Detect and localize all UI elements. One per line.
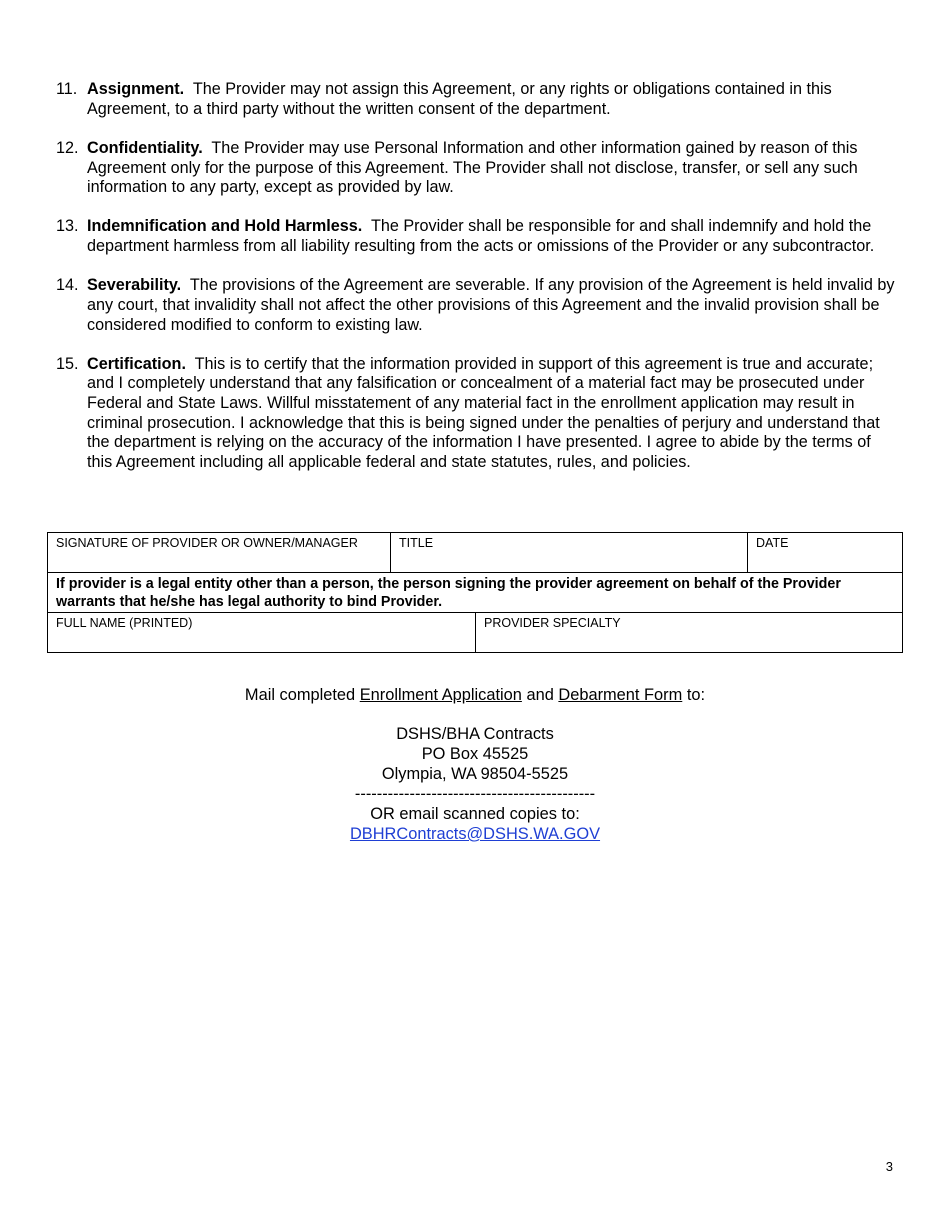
mailing-address bbox=[0, 724, 950, 844]
clause-assignment bbox=[56, 80, 896, 119]
legal-entity-note: If provider is a legal entity other than a person, the person signing the provider agreement on behalf of the Provider warrants that he/she has legal authority to bind Provider. bbox=[48, 573, 903, 613]
mail-instruction-line bbox=[0, 685, 950, 705]
clause-certification bbox=[56, 355, 896, 473]
agreement-clauses bbox=[56, 80, 896, 492]
address-divider: -------------------------------------------- bbox=[354, 785, 596, 803]
full-name-field[interactable] bbox=[48, 613, 476, 653]
signature-table bbox=[47, 532, 903, 653]
clause-text: The Provider may not assign this Agreement, or any rights or obligations contained in this Agreement, to a third party without the written consent of the department. bbox=[87, 80, 832, 118]
page-number: 3 bbox=[885, 1159, 893, 1174]
mail-conjunction: and bbox=[526, 686, 554, 704]
provider-specialty-field[interactable] bbox=[476, 613, 903, 653]
debarment-form-text: Debarment Form bbox=[558, 686, 683, 704]
clause-text: The Provider may use Personal Information and other information gained by reason of this Agreement only for the purpose of this Agreement. The Provider shall not disclose, transfer, or sell any such information to any party, except as provided by law. bbox=[87, 138, 858, 197]
mail-prefix: Mail completed bbox=[244, 686, 356, 704]
enrollment-application-text: Enrollment Application bbox=[359, 686, 522, 704]
mail-instructions bbox=[0, 685, 950, 705]
clause-number: 12. bbox=[56, 138, 79, 157]
signature-field[interactable] bbox=[48, 533, 391, 573]
full-name-label: FULL NAME (PRINTED) bbox=[56, 616, 193, 630]
clause-heading: Indemnification and Hold Harmless. bbox=[87, 217, 363, 236]
clause-number: 11. bbox=[56, 80, 78, 98]
clause-confidentiality bbox=[56, 139, 896, 198]
address-line-1: DSHS/BHA Contracts bbox=[396, 725, 554, 743]
clause-heading: Confidentiality. bbox=[87, 138, 203, 157]
date-field[interactable] bbox=[748, 533, 903, 573]
address-line-2: PO Box 45525 bbox=[421, 745, 529, 763]
clause-text: This is to certify that the information provided in support of this agreement is true and accurate; and I completely understand that any falsification or concealment of a material fact may be prosecuted under Federal and State Laws. Willful misstatement of any material fact in the enrollment application may result in criminal prosecution. I acknowledge that this is being signed under the penalties of perjury and understand that the department is relying on the accuracy of the information I have presented. I agree to abide by the terms of this Agreement including all applicable federal and state statutes, rules, and policies. bbox=[87, 354, 880, 472]
clause-heading: Severability. bbox=[87, 276, 182, 295]
clause-number: 13. bbox=[56, 217, 79, 236]
date-label: DATE bbox=[756, 536, 789, 550]
mail-suffix: to: bbox=[686, 686, 706, 704]
clause-heading: Certification. bbox=[87, 354, 186, 373]
clause-number: 15. bbox=[56, 354, 79, 373]
email-intro: OR email scanned copies to: bbox=[370, 805, 580, 823]
clause-text: The Provider shall be responsible for and shall indemnify and hold the department harmless from all liability resulting from the acts or omissions of the Provider or any subcontractor. bbox=[87, 217, 875, 255]
title-label: TITLE bbox=[399, 536, 434, 550]
provider-specialty-label: PROVIDER SPECIALTY bbox=[484, 616, 621, 630]
title-field[interactable] bbox=[391, 533, 748, 573]
email-link[interactable]: DBHRContracts@DSHS.WA.GOV bbox=[349, 825, 601, 843]
address-line-3: Olympia, WA 98504-5525 bbox=[381, 765, 569, 783]
clause-text: The provisions of the Agreement are severable. If any provision of the Agreement is held invalid by any court, that invalidity shall not affect the other provisions of this Agreement and the invalid provision shall be considered modified to conform to existing law. bbox=[87, 276, 895, 334]
clause-severability bbox=[56, 276, 896, 335]
clause-heading: Assignment. bbox=[87, 80, 185, 98]
clause-number: 14. bbox=[56, 276, 79, 295]
clause-indemnification bbox=[56, 217, 896, 256]
signature-label: SIGNATURE OF PROVIDER OR OWNER/MANAGER bbox=[56, 536, 358, 550]
